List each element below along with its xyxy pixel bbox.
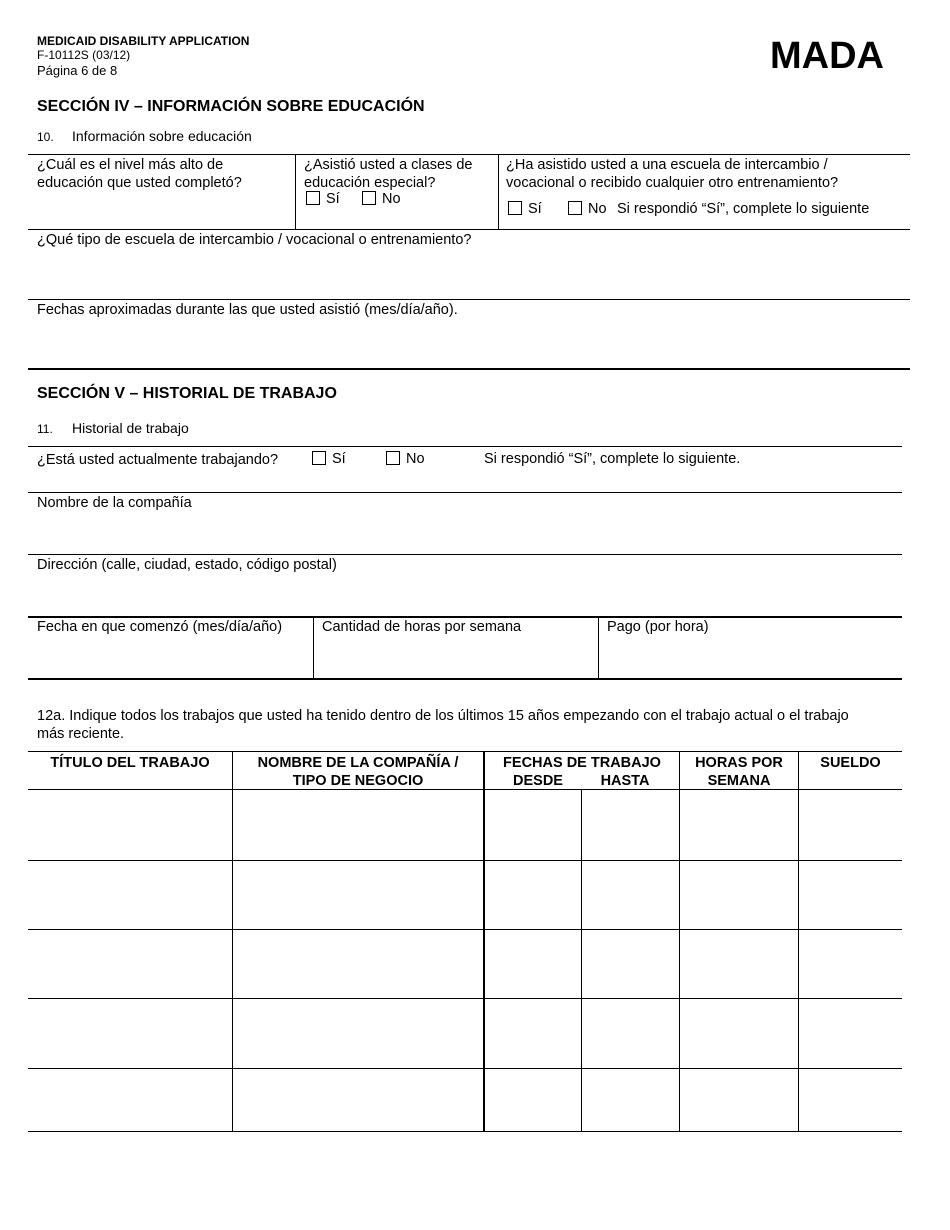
vocational-line2: vocacional o recibido cualquier otro entrenamiento? — [506, 175, 839, 191]
col-header-hours — [680, 754, 798, 790]
attendance-dates-field[interactable]: Fechas aproximadas durante las que usted asistió (mes/día/año). — [37, 302, 458, 318]
job-title-cell[interactable] — [29, 790, 231, 859]
from-date-cell[interactable] — [485, 999, 580, 1067]
hours-cell[interactable] — [680, 930, 797, 997]
q11-number: 11. — [37, 422, 53, 436]
jobs-intro-line2: más reciente. — [37, 726, 125, 742]
vocational-line1: ¿Ha asistido usted a una escuela de intercambio / — [506, 157, 828, 173]
section-v-title: SECCIÓN V – HISTORIAL DE TRABAJO — [37, 385, 337, 402]
salary-cell[interactable] — [799, 790, 901, 859]
special-ed-yes-option[interactable] — [306, 191, 340, 207]
to-date-cell[interactable] — [582, 930, 678, 997]
salary-cell[interactable] — [799, 1069, 901, 1130]
special-ed-yes-label: Sí — [326, 191, 340, 207]
from-date-cell[interactable] — [485, 790, 580, 859]
divider — [28, 554, 902, 555]
special-ed-question — [304, 156, 472, 192]
from-date-cell[interactable] — [485, 930, 580, 997]
col-header-company-line2: TIPO DE NEGOCIO — [292, 773, 424, 789]
hours-cell[interactable] — [680, 861, 797, 928]
to-date-cell[interactable] — [582, 999, 678, 1067]
vocational-note: Si respondió “Sí”, complete lo siguiente — [617, 201, 870, 217]
special-ed-line1: ¿Asistió usted a clases de — [304, 157, 473, 173]
special-ed-yes-checkbox[interactable] — [306, 191, 320, 205]
table-top-border — [28, 751, 902, 752]
divider — [295, 154, 296, 229]
divider — [28, 154, 910, 155]
hourly-pay-field[interactable]: Pago (por hora) — [607, 619, 709, 635]
q11-label: Historial de trabajo — [72, 420, 189, 436]
company-name-field[interactable]: Nombre de la compañía — [37, 495, 192, 511]
divider — [313, 616, 314, 679]
company-cell[interactable] — [233, 790, 482, 859]
hours-cell[interactable] — [680, 1069, 797, 1130]
vocational-question — [506, 156, 838, 192]
salary-cell[interactable] — [799, 930, 901, 997]
from-date-cell[interactable] — [485, 1069, 580, 1130]
vocational-yes-checkbox[interactable] — [508, 201, 522, 215]
working-yes-label: Sí — [332, 451, 346, 467]
special-ed-no-checkbox[interactable] — [362, 191, 376, 205]
mada-logo: MADA — [770, 35, 884, 77]
section-iv-title: SECCIÓN IV – INFORMACIÓN SOBRE EDUCACIÓN — [37, 98, 425, 115]
address-field[interactable]: Dirección (calle, ciudad, estado, código postal) — [37, 557, 337, 573]
salary-cell[interactable] — [799, 861, 901, 928]
divider — [28, 299, 910, 300]
divider — [28, 492, 902, 493]
vocational-no-label: No — [588, 201, 607, 217]
divider — [28, 229, 910, 230]
jobs-intro — [37, 707, 907, 743]
col-header-company — [233, 754, 483, 790]
col-header-hours-line2: SEMANA — [707, 773, 771, 789]
company-cell[interactable] — [233, 1069, 482, 1130]
working-yes-checkbox[interactable] — [312, 451, 326, 465]
company-cell[interactable] — [233, 999, 482, 1067]
start-date-field[interactable]: Fecha en que comenzó (mes/día/año) — [37, 619, 283, 635]
from-date-cell[interactable] — [485, 861, 580, 928]
education-level-question[interactable] — [37, 156, 242, 192]
jobs-intro-line1: 12a. Indique todos los trabajos que usted ha tenido dentro de los últimos 15 años empezando con el trabajo actual o el trabajo — [37, 708, 849, 724]
education-level-line1: ¿Cuál es el nivel más alto de — [37, 157, 224, 173]
job-title-cell[interactable] — [29, 861, 231, 928]
vocational-yes-label: Sí — [528, 201, 542, 217]
divider — [498, 154, 499, 229]
job-title-cell[interactable] — [29, 930, 231, 997]
divider — [28, 446, 902, 447]
education-level-line2: educación que usted completó? — [37, 175, 242, 191]
working-no-label: No — [406, 451, 425, 467]
job-title-cell[interactable] — [29, 999, 231, 1067]
job-title-cell[interactable] — [29, 1069, 231, 1130]
table-bottom-border — [28, 1131, 902, 1132]
special-ed-line2: educación especial? — [304, 175, 436, 191]
special-ed-no-label: No — [382, 191, 401, 207]
to-date-cell[interactable] — [582, 861, 678, 928]
form-title: MEDICAID DISABILITY APPLICATION — [37, 34, 250, 48]
divider — [598, 616, 599, 679]
section-divider — [28, 368, 910, 370]
col-header-job-title: TÍTULO DEL TRABAJO — [50, 755, 210, 771]
q10-number: 10. — [37, 130, 54, 144]
to-date-cell[interactable] — [582, 790, 678, 859]
to-date-cell[interactable] — [582, 1069, 678, 1130]
working-yes-option[interactable] — [312, 451, 346, 467]
page-number: Página 6 de 8 — [37, 63, 118, 78]
salary-cell[interactable] — [799, 999, 901, 1067]
hours-cell[interactable] — [680, 790, 797, 859]
working-no-option[interactable] — [386, 451, 425, 467]
q10-label: Información sobre educación — [72, 128, 252, 144]
working-no-checkbox[interactable] — [386, 451, 400, 465]
vocational-yes-option[interactable] — [508, 201, 542, 217]
vocational-no-option[interactable] — [568, 201, 607, 217]
col-header-dates: FECHAS DE TRABAJO — [503, 755, 661, 771]
currently-working-question: ¿Está usted actualmente trabajando? — [37, 452, 279, 468]
col-header-company-line1: NOMBRE DE LA COMPAÑÍA / — [257, 755, 459, 771]
special-ed-no-option[interactable] — [362, 191, 401, 207]
hours-cell[interactable] — [680, 999, 797, 1067]
divider — [28, 678, 902, 680]
working-note: Si respondió “Sí”, complete lo siguiente. — [484, 451, 741, 467]
col-header-salary: SUELDO — [820, 755, 881, 771]
company-cell[interactable] — [233, 930, 482, 997]
vocational-no-checkbox[interactable] — [568, 201, 582, 215]
school-type-field[interactable]: ¿Qué tipo de escuela de intercambio / vocacional o entrenamiento? — [37, 232, 472, 248]
form-number: F-10112S (03/12) — [37, 48, 131, 62]
col-header-to: HASTA — [600, 773, 650, 789]
company-cell[interactable] — [233, 861, 482, 928]
col-header-from: DESDE — [513, 773, 563, 789]
col-header-hours-line1: HORAS POR — [695, 755, 783, 771]
hours-per-week-field[interactable]: Cantidad de horas por semana — [322, 619, 522, 635]
